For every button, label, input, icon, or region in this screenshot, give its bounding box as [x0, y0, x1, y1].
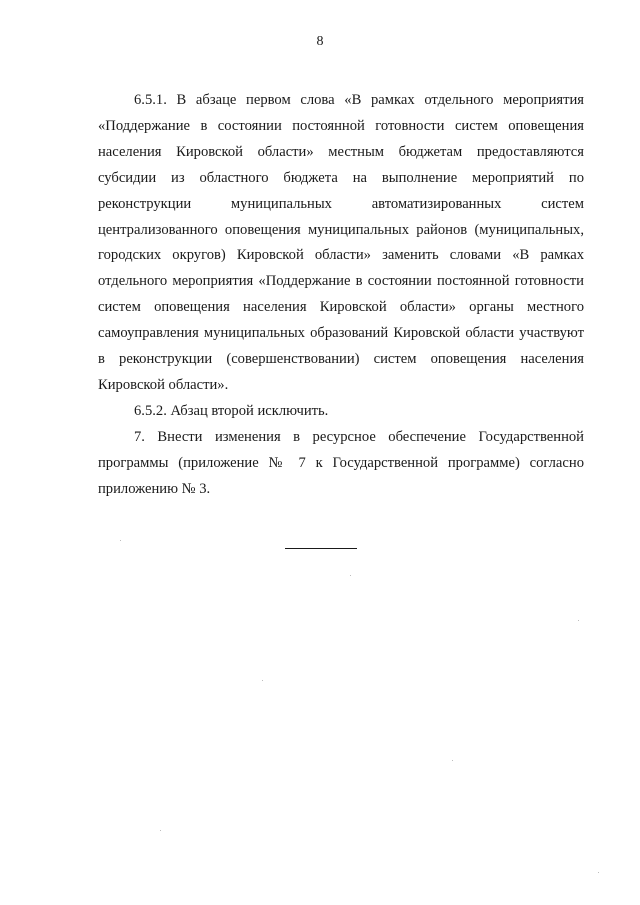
scan-speck: [350, 575, 351, 576]
scan-speck: [160, 830, 161, 831]
scan-speck: [578, 620, 579, 621]
paragraph-7: 7. Внести изменения в ресурсное обеспечение Государственной программы (приложение № 7 к Государственной программе) согласно приложению № 3.: [98, 428, 584, 497]
scan-speck: [262, 680, 263, 681]
document-body: [98, 88, 584, 503]
paragraph-6-5-1: 6.5.1. В абзаце первом слова «В рамках отдельного мероприятия «Поддержание в состоянии постоянной готовности систем оповещения населения Кировской области» местным бюджетам предоставляются субсидии из областного бюджета на выполнение мероприятий по реконструкции муниципальных автоматизированных систем централизованного оповещения муниципальных районов (муниципальных, городских округов) Кировской области» заменить словами «В рамках отдельного мероприятия «Поддержание в состоянии постоянной готовности систем оповещения населения Кировской области» органы местного самоуправления муниципальных образований Кировской области участвуют в реконструкции (совершенствовании) систем оповещения населения Кировской области».: [98, 92, 584, 393]
scan-speck: [598, 872, 599, 873]
scan-speck: [452, 760, 453, 761]
end-separator-line: [285, 548, 357, 549]
page-number: 8: [316, 34, 324, 49]
paragraph-6-5-2: 6.5.2. Абзац второй исключить.: [134, 402, 329, 419]
scan-speck: [120, 540, 121, 541]
